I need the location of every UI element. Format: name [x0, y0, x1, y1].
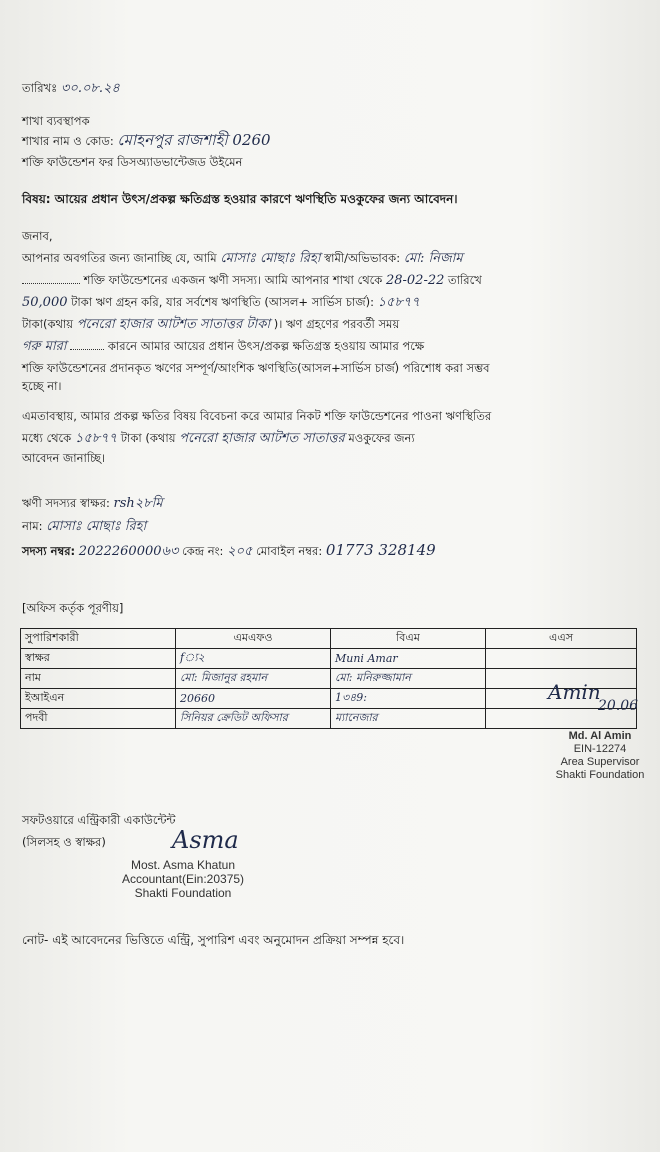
mobile-label: মোবাইল নম্বর:: [256, 544, 323, 558]
body-text: কারনে আমার আয়ের প্রধান উৎস/প্রকল্প ক্ষতিগ্রস্ত হওয়ায় আমার পক্ষে: [107, 339, 425, 353]
mfo-name: মো: মিজানুর রহমান: [176, 669, 331, 689]
accountant-stamp: [108, 858, 258, 900]
accountant-org: Shakti Foundation: [134, 886, 232, 900]
waive-words-fill: পনেরো হাজার আটশত সাতাত্তর: [179, 431, 345, 446]
member-number-value: 2022260000৬৩: [78, 544, 179, 559]
mfo-ein: 20660: [176, 689, 331, 709]
date-line: [22, 80, 120, 97]
date-value: ৩০.০৮.২৪: [60, 81, 120, 96]
accountant-name: Most. Asma Khatun: [130, 858, 236, 872]
body-text: টাকা (কথায়: [120, 431, 176, 445]
bm-name: মো: মনিরুজ্জামান: [331, 669, 486, 689]
body-line-4: [22, 316, 399, 333]
body-text: মওকুফের জন্য: [348, 431, 415, 445]
body-line-3: [22, 294, 420, 311]
bm-signature: Muni Amar: [331, 649, 486, 669]
subject-label: বিষয়:: [22, 192, 51, 206]
applicant-name-fill: মোসাঃ মোছাঃ রিহা: [220, 251, 321, 266]
body-p2-line-1: এমতাবস্থায়, আমার প্রকল্প ক্ষতির বিষয় বিবেচনা করে আমার নিকট শক্তি ফাউন্ডেশনের পাওনা ঋণস্থিতির: [22, 409, 492, 423]
bm-ein: 1৩৪9:: [331, 689, 486, 709]
row-label: নাম: [21, 669, 176, 689]
col-header: এএস: [486, 629, 637, 649]
col-header: এমএফও: [176, 629, 331, 649]
member-name-value: মোসাঃ মোছাঃ রিহা: [46, 519, 147, 534]
table-row: [21, 689, 637, 709]
subject-text: আয়ের প্রধান উৎস/প্রকল্প ক্ষতিগ্রস্ত হওয়ার কারণে ঋণস্থিতি মওকুফের জন্য আবেদন।: [54, 192, 458, 206]
supervisor-sign-date: 20.06: [598, 698, 639, 714]
office-heading: [অফিস কর্তৃক পূরণীয়]: [22, 601, 124, 615]
balance-fill: ১৫৮৭৭: [377, 295, 420, 310]
body-text: স্বামী/অভিভাবক:: [324, 251, 401, 265]
center-label: কেন্দ্র নং:: [182, 544, 224, 558]
salutation: জনাব,: [22, 229, 53, 243]
body-line-7: হচ্ছে না।: [22, 379, 62, 393]
accountant-signature: Asma: [172, 826, 239, 854]
member-number-label: সদস্য নম্বর:: [22, 544, 76, 558]
mobile-value: 01773 328149: [325, 541, 436, 559]
body-text: টাকা ঋণ গ্রহন করি, যার সর্বশেষ ঋণস্থিতি (আসল+ সার্ভিস চার্জ):: [71, 295, 374, 309]
table-row: [21, 649, 637, 669]
body-text: আপনার অবগতির জন্য জানাচ্ছি যে, আমি: [22, 251, 217, 265]
supervisor-org: Shakti Foundation: [555, 769, 645, 781]
supervisor-title: Area Supervisor: [560, 756, 640, 768]
footer-note: নোট- এই আবেদনের ভিত্তিতে এন্ট্রি, সুপারিশ এবং অনুমোদন প্রক্রিয়া সম্পন্ন হবে।: [22, 933, 405, 947]
loan-amount-fill: 50,000: [22, 295, 68, 310]
mfo-designation: সিনিয়র ক্রেডিট অফিসার: [176, 709, 331, 729]
member-sig-label: ঋণী সদস্যর স্বাক্ষর:: [22, 496, 110, 510]
branch-value: মোহনপুর রাজশাহী 0260: [117, 131, 271, 149]
body-text: টাকা(কথায়: [22, 317, 74, 331]
body-text: শক্তি ফাউন্ডেশনের একজন ঋণী সদস্য। আমি আপনার শাখা থেকে: [83, 273, 383, 287]
row-label: ইআইএন: [21, 689, 176, 709]
body-p2-line-2: [22, 430, 415, 447]
row-label: স্বাক্ষর: [21, 649, 176, 669]
member-sig-line: [22, 495, 163, 512]
member-name-label: নাম:: [22, 519, 43, 533]
accountant-label-1: সফটওয়ারে এন্ট্রিকারী একাউন্টেন্ট: [22, 813, 176, 827]
supervisor-name: Md. Al Amin: [568, 730, 632, 742]
body-p2-line-3: আবেদন জানাচ্ছি।: [22, 451, 106, 465]
branch-line: [22, 132, 271, 149]
body-text: )। ঋণ গ্রহণের পরবর্তী সময়: [273, 317, 400, 331]
balance-words-fill: পনেরো হাজার আটশত সাতাত্তর টাকা: [76, 317, 271, 332]
org-line: শক্তি ফাউন্ডেশন ফর ডিসঅ্যাডভান্টেজড উইমেন: [22, 155, 243, 169]
guardian-fill: মো: নিজাম: [403, 251, 463, 266]
table-row: [21, 709, 637, 729]
supervisor-ein: EIN-12274: [573, 743, 627, 755]
office-table: [20, 628, 637, 729]
member-name-line: [22, 518, 146, 535]
bm-designation: ম্যানেজার: [331, 709, 486, 729]
body-line-5: [22, 338, 424, 355]
date-label: তারিখঃ: [22, 81, 58, 95]
as-signature: [486, 649, 637, 669]
body-line-1: [22, 250, 463, 267]
manager-label: শাখা ব্যবস্থাপক: [22, 114, 90, 128]
accountant-title: Accountant(Ein:20375): [121, 872, 245, 886]
row-label: পদবী: [21, 709, 176, 729]
reason-fill: গরু মারা: [22, 339, 67, 354]
body-text: মধ্যে থেকে: [22, 431, 72, 445]
member-signature: rsh২৮মি: [113, 496, 163, 511]
member-number-line: [22, 542, 436, 560]
loan-date-fill: 28-02-22: [385, 273, 445, 288]
col-header: সুপারিশকারী: [21, 629, 176, 649]
body-line-2: [22, 272, 482, 289]
subject-line: [22, 191, 458, 207]
body-line-6: শক্তি ফাউন্ডেশনের প্রদানকৃত ঋণের সম্পূর্ণ/আংশিক ঋণস্থিতি(আসল+সার্ভিস চার্জ) পরিশোধ করা সম্ভব: [22, 361, 490, 375]
accountant-label-2: (সিলসহ ও স্বাক্ষর): [22, 835, 106, 849]
mfo-signature: f্য২: [176, 649, 331, 669]
col-header: বিএম: [331, 629, 486, 649]
waive-amount-fill: ১৫৮৭৭: [74, 431, 118, 446]
table-row: [21, 669, 637, 689]
office-header-row: [21, 629, 637, 649]
center-value: ২০৫: [227, 544, 253, 559]
supervisor-signature: Amin: [548, 680, 601, 704]
supervisor-stamp: [542, 730, 658, 782]
branch-label: শাখার নাম ও কোড:: [22, 134, 114, 148]
body-text: তারিখে: [448, 273, 482, 287]
